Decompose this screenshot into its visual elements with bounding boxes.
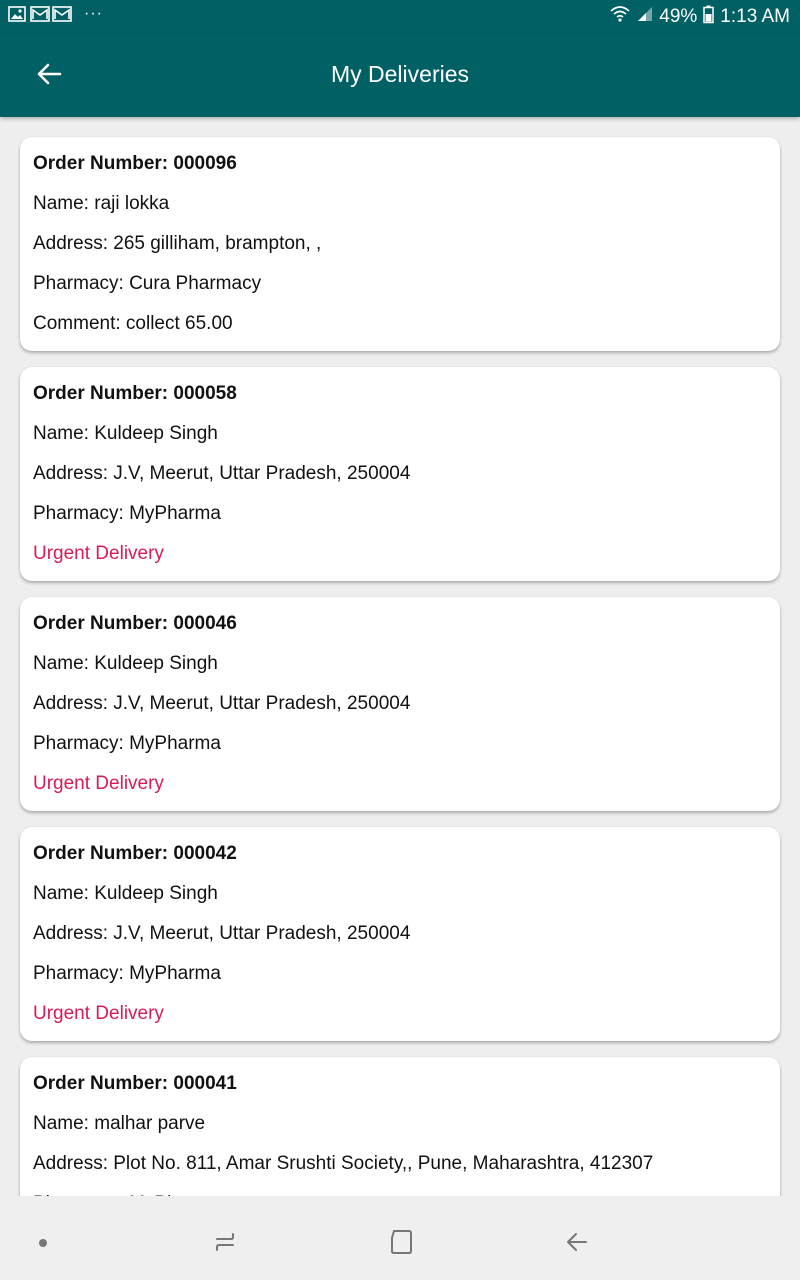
delivery-card[interactable] (20, 827, 780, 1041)
delivery-address: Address: J.V, Meerut, Uttar Pradesh, 250004 (33, 923, 411, 944)
mail-icon (30, 6, 48, 22)
recent-apps-icon (213, 1230, 237, 1259)
order-number: Order Number: 000041 (33, 1073, 237, 1094)
home-icon (389, 1229, 413, 1260)
dot-icon (38, 1235, 48, 1253)
signal-icon (637, 6, 653, 28)
delivery-comment: Comment: collect 65.00 (33, 313, 233, 334)
order-number: Order Number: 000042 (33, 843, 237, 864)
delivery-address: Address: 265 gilliham, brampton, , (33, 233, 322, 254)
clock: 1:13 AM (720, 6, 790, 27)
pharmacy-name: Pharmacy: Cura Pharmacy (33, 273, 262, 294)
page-title: My Deliveries (330, 61, 470, 87)
customer-name: Name: Kuldeep Singh (33, 653, 218, 674)
recent-apps-button[interactable] (205, 1224, 245, 1264)
more-notifications: ··· (84, 5, 103, 22)
home-button[interactable] (381, 1224, 421, 1264)
mail-icon (52, 6, 70, 22)
app-bar (0, 34, 800, 117)
delivery-card[interactable] (20, 137, 780, 351)
customer-name: Name: Kuldeep Singh (33, 883, 218, 904)
nav-back-button[interactable] (557, 1224, 597, 1264)
delivery-card[interactable] (20, 597, 780, 811)
delivery-address: Address: J.V, Meerut, Uttar Pradesh, 250004 (33, 463, 411, 484)
system-nav-bar (0, 1196, 800, 1280)
urgent-delivery-label: Urgent Delivery (33, 543, 164, 564)
pharmacy-name: Pharmacy: MyPharma (33, 503, 221, 524)
deliveries-list[interactable] (0, 117, 800, 1196)
pharmacy-name: Pharmacy: MyPharma (33, 963, 221, 984)
battery-icon (703, 5, 714, 29)
urgent-delivery-label: Urgent Delivery (33, 773, 164, 794)
delivery-card[interactable] (20, 367, 780, 581)
urgent-delivery-label: Urgent Delivery (33, 1003, 164, 1024)
nav-dot-button[interactable] (23, 1224, 63, 1264)
gallery-icon (8, 6, 26, 22)
customer-name: Name: malhar parve (33, 1113, 206, 1134)
pharmacy-name: Pharmacy: MyPharma (33, 733, 221, 754)
order-number: Order Number: 000096 (33, 153, 237, 174)
order-number: Order Number: 000046 (33, 613, 237, 634)
delivery-address: Address: J.V, Meerut, Uttar Pradesh, 250004 (33, 693, 411, 714)
wifi-icon (609, 5, 631, 29)
status-bar (0, 0, 800, 34)
delivery-address: Address: Plot No. 811, Amar Srushti Society,, Pune, Maharashtra, 412307 (33, 1153, 654, 1174)
back-icon (565, 1230, 589, 1259)
customer-name: Name: raji lokka (33, 193, 170, 214)
battery-percent: 49% (659, 6, 698, 27)
customer-name: Name: Kuldeep Singh (33, 423, 218, 444)
order-number: Order Number: 000058 (33, 383, 237, 404)
